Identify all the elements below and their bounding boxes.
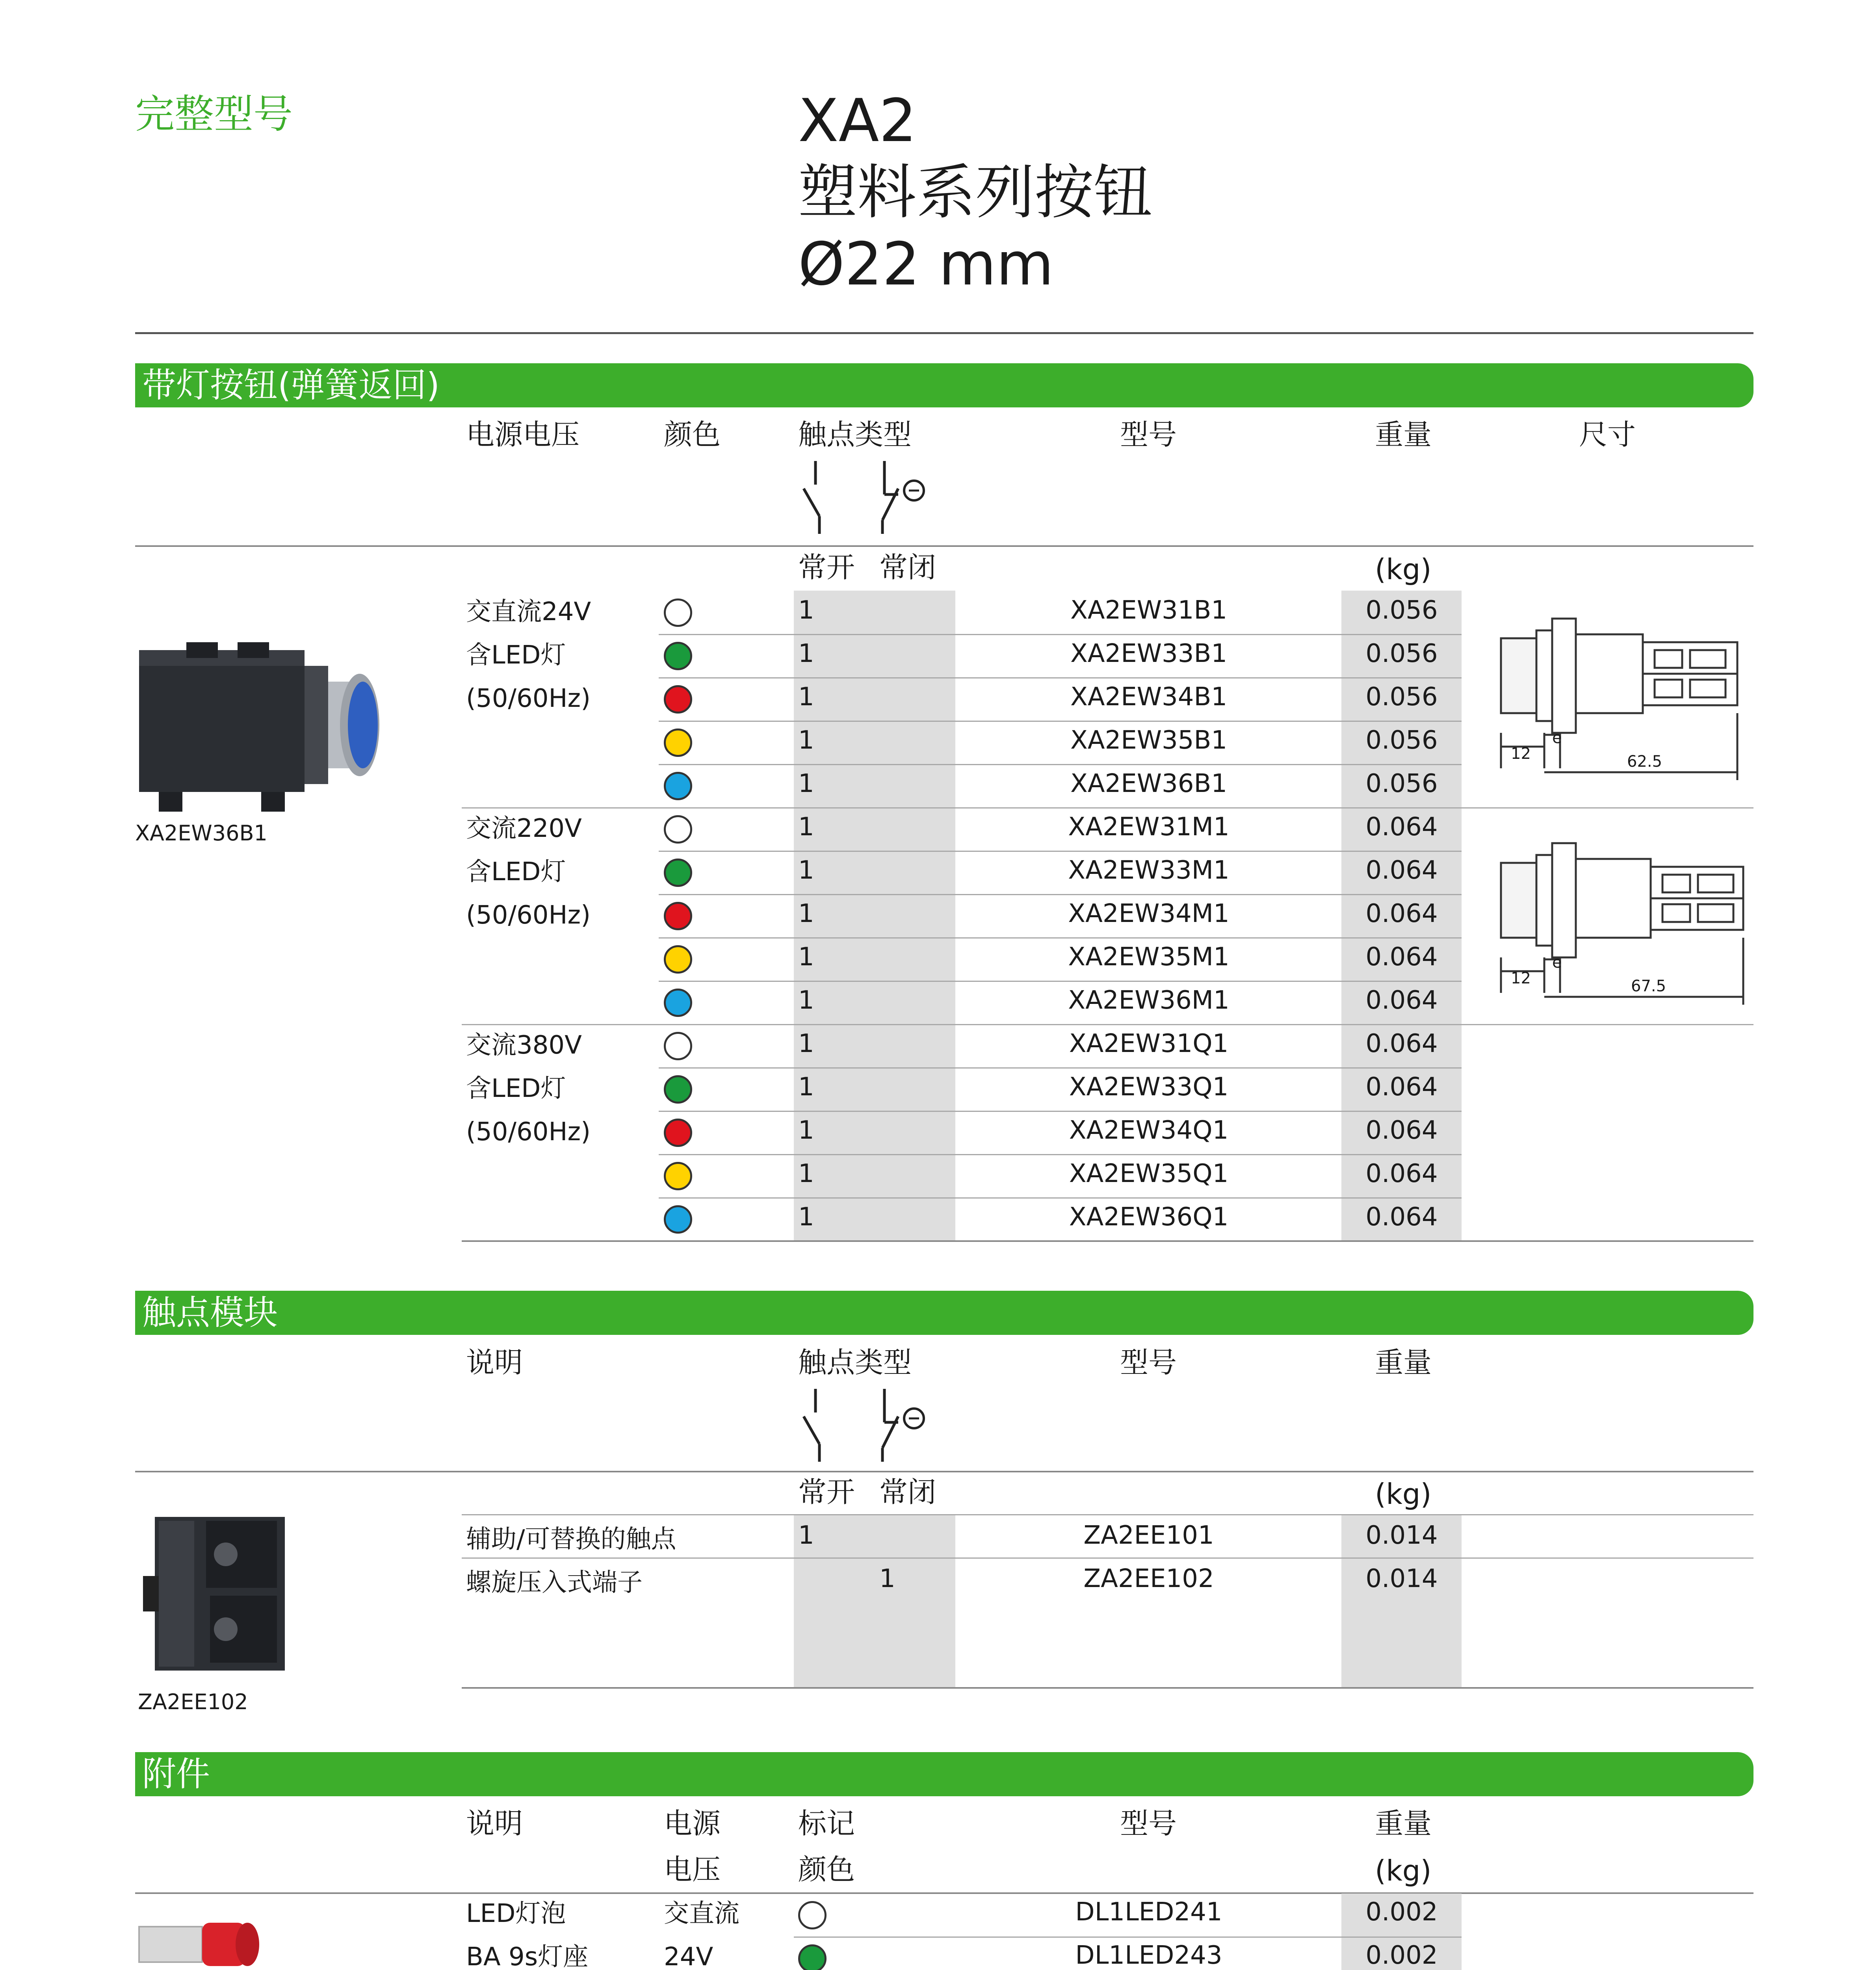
s3-col-kg: (kg): [1375, 1854, 1432, 1887]
model-number: XA2EW35M1: [1068, 942, 1230, 972]
group2-v2: 含LED灯: [466, 857, 566, 886]
color-indicator-red: [664, 902, 692, 930]
no-contact-symbol-icon: [800, 457, 831, 536]
section-band-pushbuttons: [135, 363, 1753, 407]
model-number: XA2EW34Q1: [1069, 1116, 1229, 1145]
s1-row-divider: [659, 894, 1462, 895]
dim2-a: 12: [1511, 969, 1531, 987]
s1-contact-shade: [794, 591, 955, 1241]
s1-row-divider: [659, 1067, 1462, 1069]
contact-no: 1: [798, 1202, 814, 1232]
model-number: XA2EW33M1: [1068, 856, 1230, 885]
weight-value: 0.064: [1365, 1202, 1438, 1232]
color-indicator-blue: [664, 1205, 692, 1234]
color-indicator-green: [664, 859, 692, 887]
weight-value: 0.002: [1365, 1941, 1438, 1970]
contact-no: 1: [798, 726, 814, 755]
s1-header-divider: [135, 545, 1753, 547]
weight-value: 0.056: [1365, 769, 1438, 798]
weight-value: 0.056: [1365, 726, 1438, 755]
s1-row-divider: [659, 937, 1462, 939]
s3-col-desc: 说明: [466, 1807, 523, 1840]
s1-row-divider: [659, 981, 1462, 982]
contact-no: 1: [798, 1072, 814, 1102]
marking-color-green: [798, 1944, 827, 1970]
model-number: DL1LED241: [1075, 1898, 1222, 1927]
s3-col-model: 型号: [1120, 1807, 1177, 1840]
section-label: 完整型号: [135, 91, 293, 137]
color-indicator-blue: [664, 989, 692, 1017]
s2-row2-model: ZA2EE102: [1083, 1564, 1214, 1593]
nc-contact-symbol-icon: [877, 457, 928, 536]
s1-row-divider: [659, 764, 1462, 765]
product-caption: XA2EW36B1: [135, 821, 267, 846]
contact-no: 1: [798, 1116, 814, 1145]
section-title: 触点模块: [142, 1293, 278, 1333]
s2-row1-no: 1: [798, 1521, 814, 1550]
header-divider: [135, 332, 1753, 334]
s1-row-divider: [659, 851, 1462, 852]
col-weight: 重量: [1375, 418, 1432, 451]
col-model: 型号: [1120, 418, 1177, 451]
s3-col-power2: 电压: [664, 1853, 721, 1886]
product-image-za2ee102: [135, 1505, 301, 1682]
s1-row-divider: [659, 634, 1462, 635]
s2-row2-weight: 0.014: [1365, 1564, 1438, 1593]
s3-col-mark2: 颜色: [798, 1853, 855, 1886]
color-indicator-white: [664, 598, 692, 627]
group1-v1: 交直流24V: [466, 597, 591, 626]
contact-no: 1: [798, 682, 814, 712]
dim2-e: e: [1552, 953, 1562, 972]
s3-led-p2: 24V: [664, 1942, 713, 1970]
weight-value: 0.064: [1365, 1029, 1438, 1058]
model-number: XA2EW31Q1: [1069, 1029, 1229, 1058]
contact-no: 1: [798, 769, 814, 798]
group3-v1: 交流380V: [466, 1031, 582, 1060]
s2-row1-model: ZA2EE101: [1083, 1521, 1214, 1550]
color-indicator-green: [664, 1075, 692, 1104]
marking-color-white: [798, 1901, 827, 1929]
no-contact-symbol-icon: [800, 1385, 831, 1464]
page-title-line2: 塑料系列按钮: [798, 158, 1153, 227]
weight-value: 0.064: [1365, 942, 1438, 972]
weight-value: 0.056: [1365, 596, 1438, 625]
color-indicator-red: [664, 685, 692, 714]
group1-v2: 含LED灯: [466, 641, 566, 670]
color-indicator-yellow: [664, 729, 692, 757]
color-indicator-red: [664, 1119, 692, 1147]
dim1-e: e: [1552, 729, 1562, 747]
s2-bottom-line: [462, 1687, 1753, 1689]
color-indicator-yellow: [664, 945, 692, 974]
sub-nc: 常闭: [879, 551, 936, 584]
s3-col-mark1: 标记: [798, 1807, 855, 1840]
s2-col-contact: 触点类型: [798, 1346, 912, 1379]
model-number: XA2EW33B1: [1070, 639, 1228, 668]
weight-value: 0.064: [1365, 1072, 1438, 1102]
product-image-dl1led244: [135, 1911, 265, 1970]
group3-v2: 含LED灯: [466, 1074, 566, 1103]
group3-v3: (50/60Hz): [466, 1117, 591, 1147]
contact-no: 1: [798, 639, 814, 668]
col-color: 颜色: [664, 418, 721, 451]
contact-no: 1: [798, 1159, 814, 1188]
section-band-contact-blocks: [135, 1291, 1753, 1335]
s2-col-model: 型号: [1120, 1346, 1177, 1379]
product-image-xa2ew36b1: [135, 642, 419, 816]
s3-led-d2: BA 9s灯座: [466, 1942, 589, 1970]
section-band-accessories: [135, 1752, 1753, 1796]
sub-no: 常开: [798, 551, 855, 584]
page-title-line1: XA2: [798, 87, 917, 155]
group2-v1: 交流220V: [466, 814, 582, 843]
s2-sub-no: 常开: [798, 1476, 855, 1509]
s3-col-weight: 重量: [1375, 1807, 1432, 1840]
model-number: XA2EW34M1: [1068, 899, 1230, 928]
contact-no: 1: [798, 1029, 814, 1058]
model-number: XA2EW34B1: [1070, 682, 1228, 712]
s3-led-d1: LED灯泡: [466, 1899, 566, 1928]
s2-sub-nc: 常闭: [879, 1476, 936, 1509]
dim2-len: 67.5: [1631, 977, 1666, 995]
s2-row1-weight: 0.014: [1365, 1521, 1438, 1550]
model-number: XA2EW33Q1: [1069, 1072, 1229, 1102]
s1-row-divider: [659, 677, 1462, 678]
color-indicator-green: [664, 642, 692, 670]
model-number: XA2EW36Q1: [1069, 1202, 1229, 1232]
s2-col-desc: 说明: [466, 1346, 523, 1379]
s2-header-divider: [135, 1471, 1753, 1472]
dimension-drawing-2: [1497, 831, 1753, 1009]
model-number: XA2EW35B1: [1070, 726, 1228, 755]
s1-row-divider: [659, 721, 1462, 722]
sub-kg: (kg): [1375, 553, 1432, 586]
s2-desc1: 辅助/可替换的触点: [466, 1525, 676, 1554]
contact-no: 1: [798, 986, 814, 1015]
s3-header-divider: [135, 1892, 1753, 1894]
page-title-line3: Ø22 mm: [798, 230, 1054, 299]
s1-row-divider: [659, 1197, 1462, 1199]
model-number: XA2EW31M1: [1068, 812, 1230, 842]
contact-no: 1: [798, 899, 814, 928]
model-number: XA2EW36B1: [1070, 769, 1228, 798]
model-number: XA2EW36M1: [1068, 986, 1230, 1015]
color-indicator-blue: [664, 772, 692, 800]
color-indicator-white: [664, 1032, 692, 1060]
s2-row2-nc: 1: [879, 1564, 895, 1593]
s1-bottom-line: [462, 1240, 1753, 1242]
contact-no: 1: [798, 812, 814, 842]
s2-col-weight: 重量: [1375, 1346, 1432, 1379]
model-number: XA2EW35Q1: [1069, 1159, 1229, 1188]
s2-row-divider: [462, 1557, 1753, 1559]
section-title: 带灯按钮(弹簧返回): [142, 366, 440, 405]
model-number: XA2EW31B1: [1070, 596, 1228, 625]
dimension-drawing-1: [1497, 607, 1753, 784]
s2-sub-kg: (kg): [1375, 1478, 1432, 1511]
dim1-len: 62.5: [1627, 753, 1662, 771]
contact-no: 1: [798, 942, 814, 972]
s1-row-divider: [659, 1111, 1462, 1112]
color-indicator-white: [664, 815, 692, 844]
weight-value: 0.064: [1365, 812, 1438, 842]
contact-no: 1: [798, 596, 814, 625]
s1-row-divider: [659, 1154, 1462, 1155]
col-voltage: 电源电压: [466, 418, 580, 451]
s2-desc2: 螺旋压入式端子: [466, 1568, 643, 1597]
group1-v3: (50/60Hz): [466, 684, 591, 713]
color-indicator-yellow: [664, 1162, 692, 1190]
s3-led-p1: 交直流: [664, 1899, 739, 1928]
s2-contact-shade: [794, 1515, 955, 1688]
section-title: 附件: [142, 1754, 210, 1794]
weight-value: 0.002: [1365, 1898, 1438, 1927]
col-dims: 尺寸: [1579, 418, 1636, 451]
weight-value: 0.064: [1365, 899, 1438, 928]
group2-v3: (50/60Hz): [466, 901, 591, 930]
weight-value: 0.064: [1365, 1159, 1438, 1188]
dim1-a: 12: [1511, 745, 1531, 763]
weight-value: 0.056: [1365, 639, 1438, 668]
s1-group-line: [462, 1024, 1753, 1025]
weight-value: 0.064: [1365, 1116, 1438, 1145]
col-contact-type: 触点类型: [798, 418, 912, 451]
s1-group-line: [462, 807, 1753, 808]
s2-product-caption: ZA2EE102: [138, 1689, 248, 1714]
weight-value: 0.064: [1365, 856, 1438, 885]
s2-row-divider: [462, 1514, 1753, 1515]
nc-contact-symbol-icon: [877, 1385, 928, 1464]
weight-value: 0.064: [1365, 986, 1438, 1015]
weight-value: 0.056: [1365, 682, 1438, 712]
contact-no: 1: [798, 856, 814, 885]
model-number: DL1LED243: [1075, 1941, 1222, 1970]
s3-col-power1: 电源: [664, 1807, 721, 1840]
